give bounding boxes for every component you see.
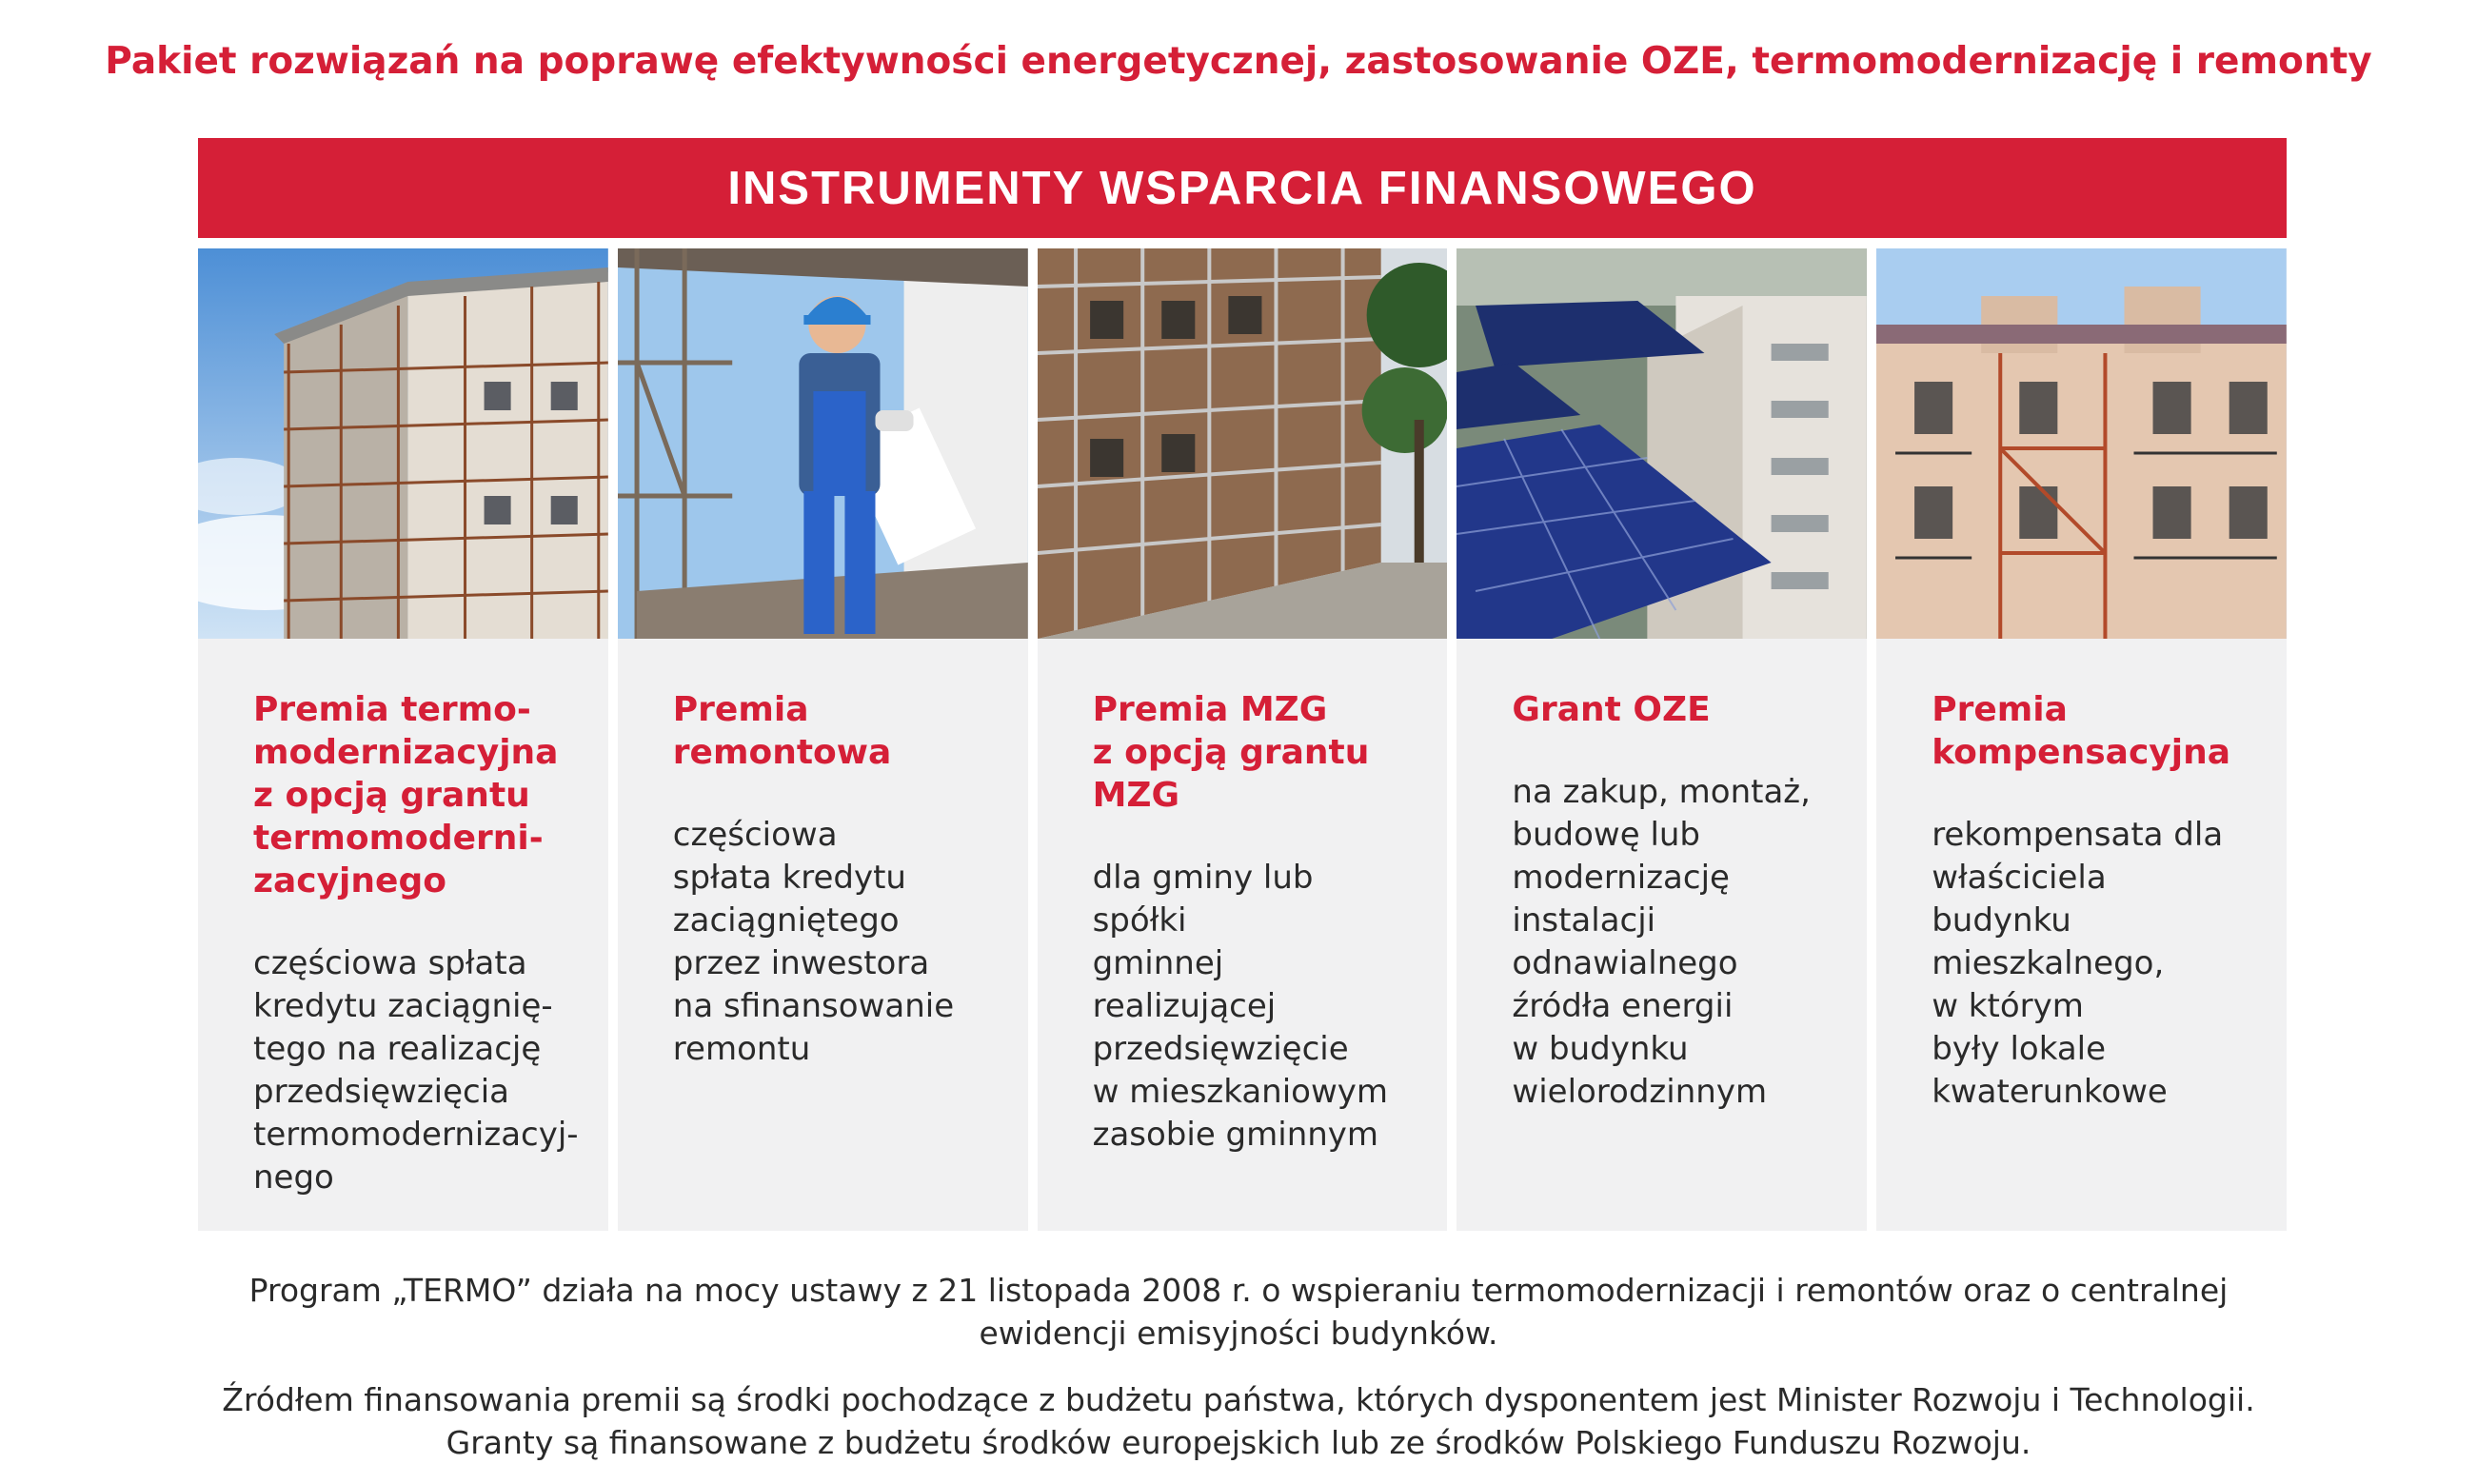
tenement-building-photo — [1876, 248, 2287, 639]
card-heading: Premia kompensacyjna — [1932, 690, 2231, 772]
card-description: na zakup, montaż, budowę lub modernizację instalacji odnawialnego źródła energii w budynku wielorodzinnym — [1512, 773, 1811, 1111]
footer-funding-source — [0, 1378, 2477, 1464]
instrument-card-thermo — [198, 248, 608, 1231]
footer-line: ewidencji emisyjności budynków. — [979, 1315, 1498, 1352]
card-heading: Premia MZG z opcją grantu MZG — [1092, 690, 1370, 815]
scaffolding-building-photo — [198, 248, 608, 639]
card-description: częściowa spłata kredytu zaciągnię- tego na realizację przedsięwzięcia termomodernizacyj- nego — [253, 944, 579, 1197]
card-heading: Premia termo- modernizacyjna z opcją grantu termomoderni- zacyjnego — [253, 690, 559, 900]
instrument-card-renovation — [618, 248, 1028, 1231]
card-description: dla gminy lub spółki gminnej realizującej przedsięwzięcie w mieszkaniowym zasobie gminnym — [1092, 859, 1389, 1154]
solar-panels-photo — [1456, 248, 1867, 639]
page-title: Pakiet rozwiązań na poprawę efektywności energetycznej, zastosowanie OZE, termomodernizację i remonty — [105, 40, 2372, 83]
card-description: częściowa spłata kredytu zaciągniętego przez inwestora na sfinansowanie remontu — [672, 816, 955, 1068]
footer-line: Źródłem finansowania premii są środki pochodzące z budżetu państwa, których dysponentem jest Minister Rozwoju i Technologii. — [222, 1381, 2255, 1418]
card-description: rekompensata dla właściciela budynku mieszkalnego, w którym były lokale kwaterunkowe — [1932, 816, 2224, 1111]
footer-line: Program „TERMO” działa na mocy ustawy z 21 listopada 2008 r. o wspieraniu termomodernizacji i remontów oraz o centralnej — [248, 1272, 2229, 1309]
instrument-card-oze — [1456, 248, 1867, 1231]
card-heading: Premia remontowa — [672, 690, 892, 772]
instrument-card-compensation — [1876, 248, 2287, 1231]
footer-line: Granty są finansowane z budżetu środków europejskich lub ze środków Polskiego Funduszu Rozwoju. — [446, 1424, 2031, 1461]
card-heading: Grant OZE — [1512, 690, 1711, 729]
section-banner: INSTRUMENTY WSPARCIA FINANSOWEGO — [198, 138, 2287, 238]
instruments-grid — [198, 248, 2287, 1231]
construction-worker-photo — [618, 248, 1028, 639]
footer-legal-basis — [0, 1269, 2477, 1355]
scaffolded-facade-photo — [1038, 248, 1448, 639]
instrument-card-mzg — [1038, 248, 1448, 1231]
